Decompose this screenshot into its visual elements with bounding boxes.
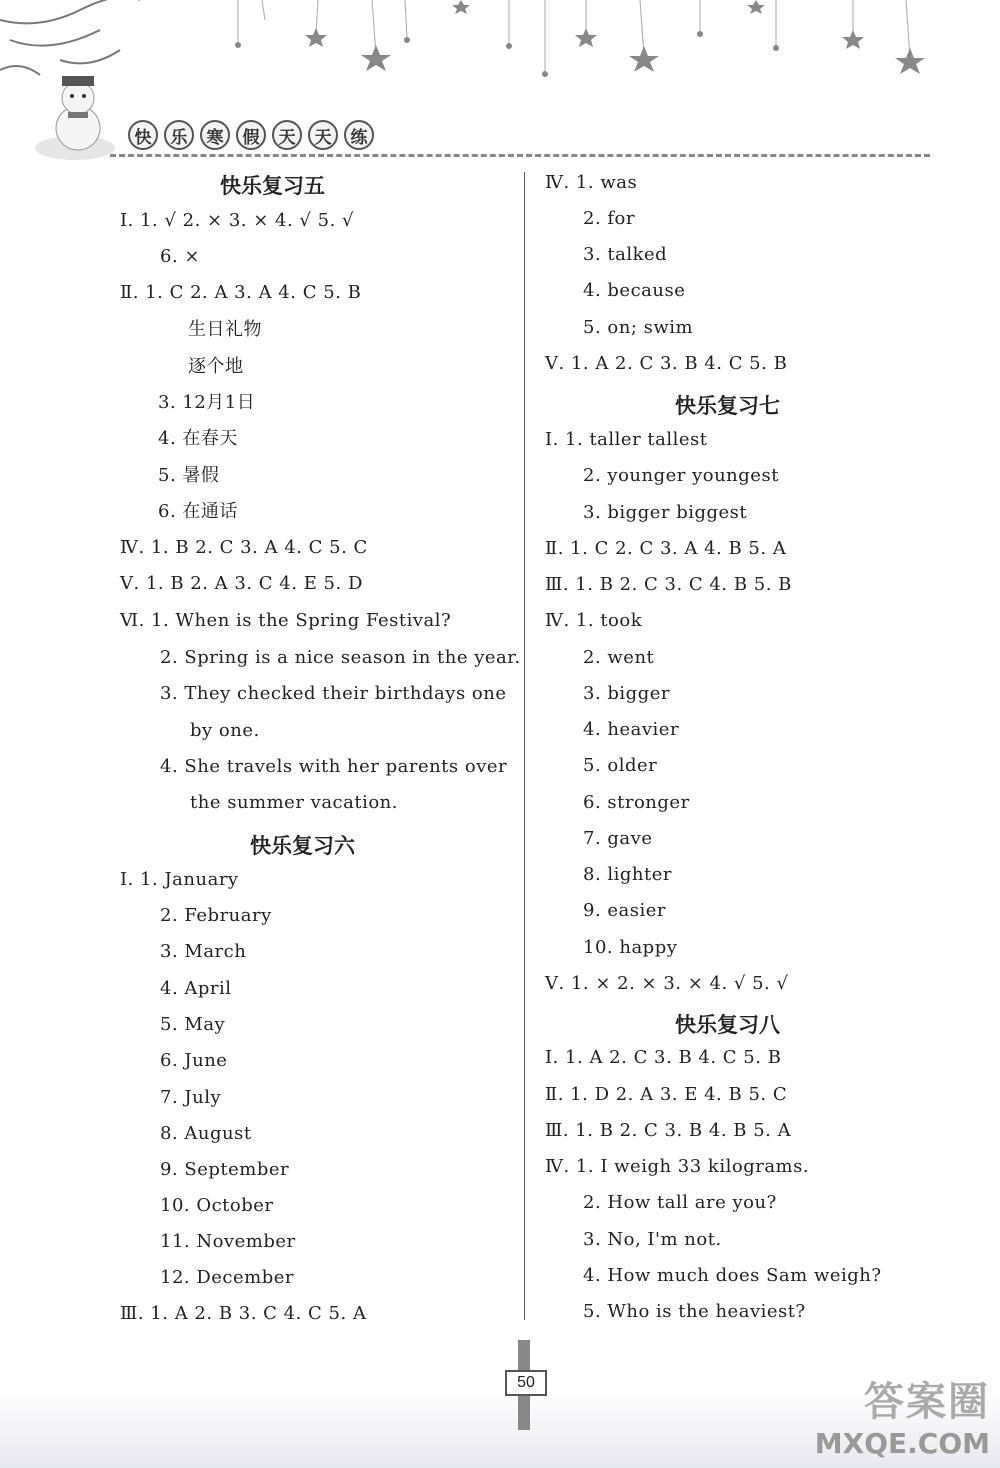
answer-line: 2. younger youngest [583,465,779,486]
answer-line: 3. 12月1日 [158,392,256,413]
title-badge: 乐 [164,120,194,150]
answer-line: 4. How much does Sam weigh? [583,1265,882,1286]
answer-line: Ⅳ. 1. took [545,610,643,631]
answer-line: 2. Spring is a nice season in the year. [160,647,521,668]
answer-line: 10. October [160,1195,274,1216]
answer-line: 5. Who is the heaviest? [583,1301,806,1322]
answer-line: 4. April [160,978,232,999]
section-title: 快乐复习五 [220,174,325,198]
section-title: 快乐复习六 [250,834,355,858]
answer-line: 7. gave [583,828,653,849]
answer-line: 4. because [583,280,686,301]
title-badge: 假 [236,120,266,150]
watermark-sub: MXQE.COM [814,1427,990,1460]
answer-line: 2. for [583,208,635,229]
answer-line: the summer vacation. [190,792,398,813]
section-title: 快乐复习八 [675,1013,780,1037]
snowman-icon [35,76,115,160]
answer-line: 5. 暑假 [158,465,220,486]
answer-line: 3. bigger [583,683,670,704]
answer-line: 6. 在通话 [158,501,238,522]
answer-line: 2. went [583,647,655,668]
watermark-main: 答案圈 [864,1379,990,1425]
title-badge: 天 [308,120,338,150]
header-divider [110,154,930,157]
answer-line: 3. No, I'm not. [583,1229,722,1250]
answer-line: 4. She travels with her parents over [160,756,508,777]
answer-line: Ⅴ. 1. × 2. × 3. × 4. √ 5. √ [545,973,789,994]
answer-line: 8. lighter [583,864,673,885]
answer-line: 3. talked [583,244,668,265]
answer-line: Ⅱ. 1. C 2. A 3. A 4. C 5. B [120,282,362,303]
answer-line: 2. February [160,905,272,926]
answer-line: Ⅰ. 1. taller tallest [545,429,708,450]
tree-branch-decoration [0,0,140,75]
answer-line: Ⅳ. 1. B 2. C 3. A 4. C 5. C [120,537,368,558]
answer-line: 5. older [583,755,658,776]
answer-line: 逐个地 [188,356,244,377]
column-divider [524,172,525,1320]
answer-line: 9. easier [583,900,667,921]
answer-line: 5. on; swim [583,317,694,338]
answer-line: 8. August [160,1123,252,1144]
answer-line: Ⅴ. 1. A 2. C 3. B 4. C 5. B [545,353,788,374]
answer-line: Ⅲ. 1. A 2. B 3. C 4. C 5. A [120,1303,367,1324]
answer-line: 3. They checked their birthdays one [160,683,507,704]
answer-line: 6. stronger [583,792,690,813]
answer-line: Ⅰ. 1. January [120,869,239,890]
answer-line: Ⅳ. 1. I weigh 33 kilograms. [545,1156,810,1177]
answer-line: Ⅱ. 1. D 2. A 3. E 4. B 5. C [545,1084,788,1105]
answer-line: 7. July [160,1087,222,1108]
answer-line: Ⅰ. 1. A 2. C 3. B 4. C 5. B [545,1047,782,1068]
answer-line: 2. How tall are you? [583,1192,777,1213]
title-badge-row [128,120,374,150]
answer-line: Ⅲ. 1. B 2. C 3. C 4. B 5. B [545,574,792,595]
answer-line: Ⅲ. 1. B 2. C 3. B 4. B 5. A [545,1120,792,1141]
title-badge: 寒 [200,120,230,150]
answer-line: 3. March [160,941,247,962]
answer-line: 9. September [160,1159,290,1180]
answer-line: Ⅱ. 1. C 2. C 3. A 4. B 5. A [545,538,787,559]
answer-line: 10. happy [583,937,678,958]
title-badge: 快 [128,120,158,150]
answer-line: by one. [190,720,260,741]
answer-line: 5. May [160,1014,226,1035]
answer-line: 生日礼物 [188,319,262,340]
answer-line: Ⅴ. 1. B 2. A 3. C 4. E 5. D [120,573,363,594]
answer-line: 3. bigger biggest [583,502,748,523]
answer-line: 4. heavier [583,719,680,740]
title-badge: 练 [344,120,374,150]
page-header [0,0,1000,170]
answer-line: 11. November [160,1231,296,1252]
section-title: 快乐复习七 [675,394,780,418]
answer-line: Ⅰ. 1. √ 2. × 3. × 4. √ 5. √ [120,210,354,231]
answer-line: 12. December [160,1267,295,1288]
answer-line: 6. June [160,1050,228,1071]
answer-line: Ⅵ. 1. When is the Spring Festival? [120,610,452,631]
star-icon [235,0,925,77]
page-number: 50 [505,1370,547,1396]
answer-line: 4. 在春天 [158,428,238,449]
title-badge: 天 [272,120,302,150]
watermark [815,1370,990,1460]
answer-line: 6. × [160,246,200,267]
answer-line: Ⅳ. 1. was [545,172,638,193]
